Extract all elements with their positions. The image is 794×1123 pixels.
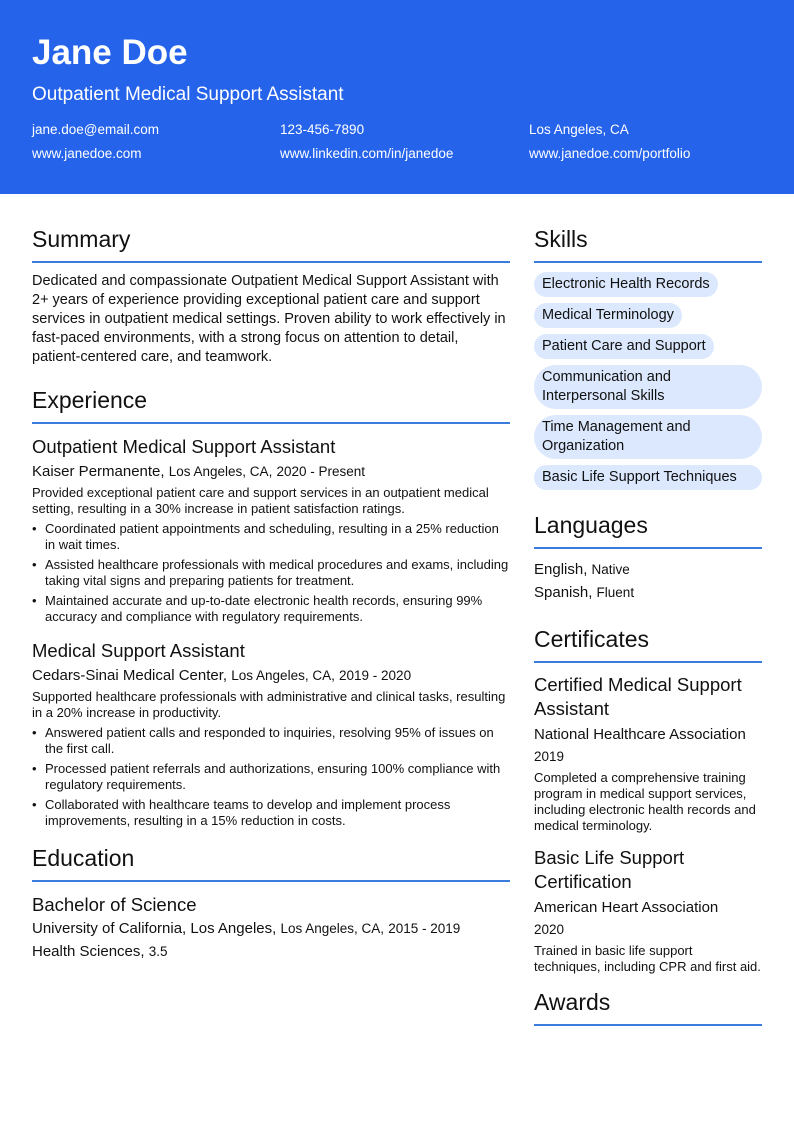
- contact-phone[interactable]: 123-456-7890: [280, 122, 365, 137]
- job-title: Outpatient Medical Support Assistant: [32, 436, 336, 457]
- contact-portfolio[interactable]: www.janedoe.com/portfolio: [529, 146, 691, 161]
- contact-website[interactable]: www.janedoe.com: [32, 146, 142, 161]
- resume-header: [0, 0, 794, 194]
- job-description: Provided exceptional patient care and support services in an outpatient medical setting, resulting in a 30% increase in patient satisfaction ratings.: [32, 485, 489, 516]
- skill-pill: Basic Life Support Techniques: [534, 465, 762, 490]
- certificates-heading: Certificates: [534, 624, 762, 663]
- certificate-item: [534, 673, 762, 834]
- edu-field: Health Sciences,: [32, 943, 145, 960]
- job-bullet: • Maintained accurate and up-to-date electronic health records, ensuring 99% accuracy and compliance with regulatory requirements.: [32, 593, 510, 625]
- education-item: [32, 893, 510, 963]
- skill-pill: Electronic Health Records: [534, 272, 718, 297]
- education-heading: Education: [32, 843, 510, 882]
- certificate-org: National Healthcare Association: [534, 726, 746, 743]
- job-bullet: • Assisted healthcare professionals with medical procedures and exams, including taking vital signs and preparing patients for treatment.: [32, 557, 510, 589]
- skill-pill: Medical Terminology: [534, 303, 682, 328]
- side-column: [534, 224, 762, 1035]
- skill-pill: Patient Care and Support: [534, 334, 714, 359]
- job-bullet: • Processed patient referrals and authorizations, ensuring 100% compliance with regulatory requirements.: [32, 761, 510, 793]
- contact-email[interactable]: jane.doe@email.com: [32, 122, 160, 137]
- language-level: Native: [591, 562, 630, 577]
- edu-field-line: [32, 941, 510, 963]
- job-meta: [32, 665, 510, 686]
- edu-degree: Bachelor of Science: [32, 894, 197, 915]
- job-title: Medical Support Assistant: [32, 640, 245, 661]
- certificate-name: Basic Life Support Certification: [534, 847, 685, 892]
- job-bullets: [32, 725, 510, 829]
- skills-list: [534, 272, 762, 490]
- job-dates: 2019 - 2020: [339, 668, 412, 683]
- edu-school-line: [32, 918, 510, 940]
- experience-item: [32, 435, 510, 625]
- job-meta: [32, 461, 510, 482]
- edu-dates: 2015 - 2019: [388, 921, 461, 936]
- certificate-year: 2019: [534, 749, 565, 764]
- edu-gpa: 3.5: [148, 944, 168, 959]
- job-location: Los Angeles, CA,: [168, 464, 273, 479]
- skill-pill: Time Management and Organization: [534, 415, 762, 459]
- main-column: [32, 224, 510, 963]
- certificate-item: [534, 846, 762, 975]
- job-bullet: • Coordinated patient appointments and scheduling, resulting in a 25% reduction in wait times.: [32, 521, 510, 553]
- certificate-description: Trained in basic life support techniques, including CPR and first aid.: [534, 943, 761, 974]
- candidate-title: Outpatient Medical Support Assistant: [32, 84, 344, 105]
- language-level: Fluent: [596, 585, 635, 600]
- languages-list: [534, 558, 762, 604]
- summary-text: Dedicated and compassionate Outpatient Medical Support Assistant with 2+ years of experience providing exceptional patient care and support services in outpatient medical settings. Proven ability to work effectively in fast-paced environments, with a strong focus on attention to detail, patient-centered care, and teamwork.: [32, 273, 506, 365]
- summary-heading: Summary: [32, 224, 510, 263]
- experience-item: [32, 639, 510, 829]
- edu-school: University of California, Los Angeles,: [32, 920, 277, 937]
- job-bullet: • Answered patient calls and responded to inquiries, resolving 95% of issues on the first call.: [32, 725, 510, 757]
- contact-location: Los Angeles, CA: [529, 122, 629, 137]
- languages-heading: Languages: [534, 510, 762, 549]
- language-item: [534, 581, 762, 604]
- candidate-name: Jane Doe: [32, 33, 188, 72]
- experience-heading: Experience: [32, 385, 510, 424]
- job-bullets: [32, 521, 510, 625]
- language-item: [534, 558, 762, 581]
- certificate-year: 2020: [534, 922, 565, 937]
- certificate-org: American Heart Association: [534, 899, 719, 916]
- awards-heading: Awards: [534, 987, 762, 1026]
- language-name: Spanish,: [534, 584, 593, 601]
- certificate-name: Certified Medical Support Assistant: [534, 674, 742, 719]
- certificate-description: Completed a comprehensive training program in medical support services, including electronic health records and medical terminology.: [534, 770, 756, 833]
- contact-linkedin[interactable]: www.linkedin.com/in/janedoe: [280, 146, 454, 161]
- job-bullet: • Collaborated with healthcare teams to develop and implement process improvements, resulting in a 15% reduction in costs.: [32, 797, 510, 829]
- job-company: Cedars-Sinai Medical Center,: [32, 667, 228, 684]
- edu-location: Los Angeles, CA,: [280, 921, 385, 936]
- language-name: English,: [534, 561, 588, 578]
- job-dates: 2020 - Present: [276, 464, 366, 479]
- job-company: Kaiser Permanente,: [32, 463, 165, 480]
- skills-heading: Skills: [534, 224, 762, 263]
- job-location: Los Angeles, CA,: [231, 668, 335, 683]
- skill-pill: Communication and Interpersonal Skills: [534, 365, 762, 409]
- job-description: Supported healthcare professionals with administrative and clinical tasks, resulting in a 20% increase in productivity.: [32, 689, 506, 720]
